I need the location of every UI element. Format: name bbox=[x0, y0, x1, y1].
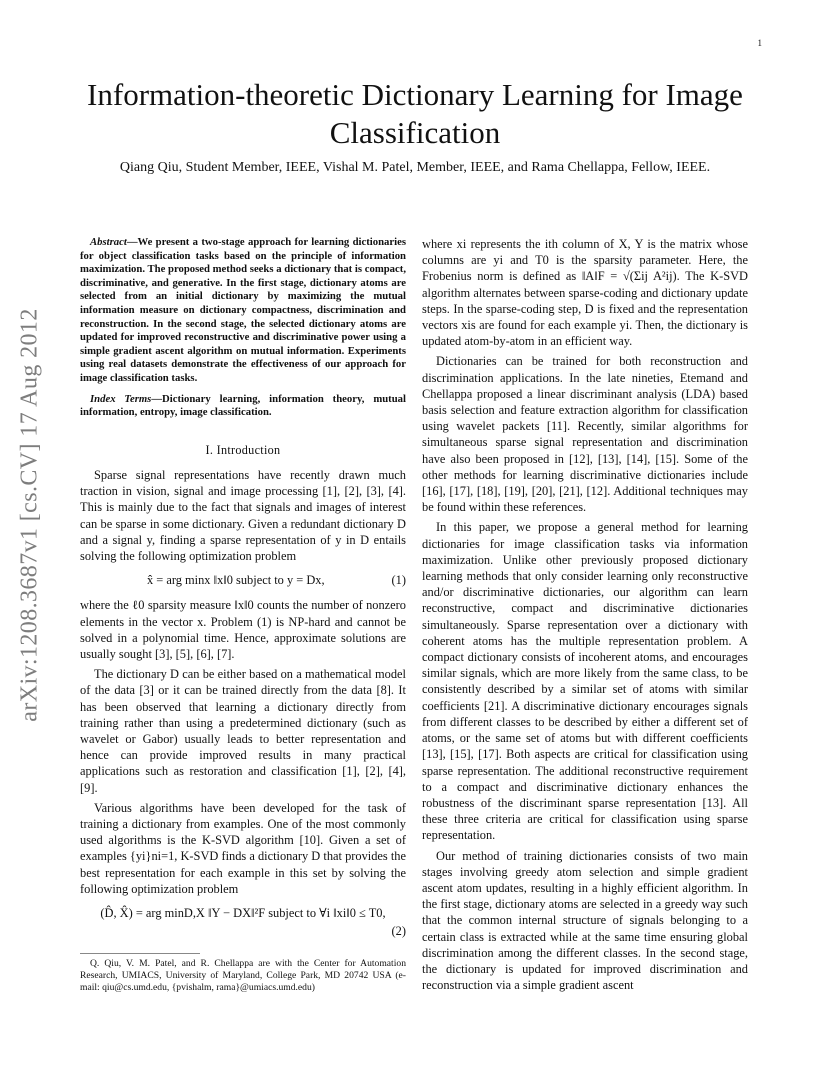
paragraph: In this paper, we propose a general method for learning dictionaries for image classification tasks via information maximization. Unlike other previously proposed dictionary learning methods that only consider learning only reconstructive and/or discriminative dictionaries, our algorithm can learn reconstructive, compact and discriminative dictionaries simultaneously. Sparse representation over a dictionary with coherent atoms has the multiple representation problem. A compact dictionary consists of incoherent atoms, and encourages similar signals, which are more likely from the same class, to be consistently described by a similar set of atoms with similar coefficients [21]. A discriminative dictionary encourages signals from different classes to be described by either a different set of atoms, or the same set of atoms but with different coefficients [13], [15], [17]. Both aspects are critical for classification using sparse representation. The additional reconstructive requirement to a compact and discriminative dictionary enhances the robustness of the discriminant sparse representation [13]. All these three criteria are critical for classification using sparse representation. bbox=[422, 520, 748, 843]
author-list: Qiang Qiu, Student Member, IEEE, Vishal M. Patel, Member, IEEE, and Rama Chellappa, Fellow, IEEE. bbox=[119, 160, 711, 175]
arxiv-stamp bbox=[8, 285, 52, 745]
paragraph: Dictionaries can be trained for both reconstruction and discrimination applications. In the late nineties, Etemand and Chellappa proposed a linear discriminant analysis (LDA) based basis selection and feature extraction algorithm for classification using wavelet packets [11]. Recently, similar algorithms for simultaneous sparse signal representation and discrimination have also been proposed in [12], [13], [14], [15]. Some of the other methods for learning discriminative dictionaries include [16], [17], [18], [19], [20], [21], [12]. Additional techniques may be found within these references. bbox=[422, 354, 748, 515]
abstract bbox=[80, 236, 406, 386]
paragraph: Sparse signal representations have recently drawn much traction in vision, signal and image processing [1], [2], [3], [4]. This is mainly due to the fact that signals and images of interest can be sparse in some dictionary. Given a redundant dictionary D and a signal y, finding a sparse representation of y in D entails solving the following optimization problem bbox=[80, 467, 406, 563]
paper-title: Information-theoretic Dictionary Learning for Image Classification bbox=[87, 77, 743, 150]
index-terms bbox=[80, 393, 406, 420]
equation-1 bbox=[80, 572, 406, 588]
paragraph: where the ℓ0 sparsity measure ‖x‖0 counts the number of nonzero elements in the vector x. Problem (1) is NP-hard and cannot be solved in a polynomial time. Hence, approximate solutions are usually sought [3], [5], [6], [7]. bbox=[80, 598, 406, 661]
equation-1-body: x̂ = arg minx ‖x‖0 subject to y = Dx, bbox=[146, 573, 325, 588]
index-terms-label: Index Terms bbox=[90, 392, 152, 405]
equation-2-number: (2) bbox=[391, 924, 406, 939]
footnote: Q. Qiu, V. M. Patel, and R. Chellappa are with the Center for Automation Research, UMIACS, University of Maryland, College Park, MD 20742 USA (e-mail: qiu@cs.umd.edu, {pvishalm, rama}@umiacs.umd.edu) bbox=[80, 958, 406, 994]
equation-2 bbox=[80, 905, 406, 939]
equation-1-number: (1) bbox=[391, 573, 406, 588]
equation-2-body: (D̂, X̂) = arg minD,X ‖Y − DX‖²F subject to ∀i ‖xi‖0 ≤ T0, bbox=[100, 906, 386, 920]
paragraph: where xi represents the ith column of X, Y is the matrix whose columns are yi and T0 is the sparsity parameter. Here, the Frobenius norm is defined as ‖A‖F = √(Σij A²ij). The K-SVD algorithm alternates between sparse-coding and dictionary update steps. In the sparse-coding step, D is fixed and the representation vectors xis are found for each example yi. Then, the dictionary is updated atom-by-atom in an efficient way. bbox=[422, 237, 748, 349]
paragraph: Various algorithms have been developed for the task of training a dictionary from examples. One of the most commonly used algorithms is the K-SVD algorithm [10]. Given a set of examples {yi}ni=1, K-SVD finds a dictionary D that provides the best representation for each example in this set by solving the following optimization problem bbox=[80, 800, 406, 896]
right-column bbox=[422, 236, 748, 997]
left-column bbox=[80, 236, 406, 994]
index-terms-text: —Dictionary learning, information theory, mutual information, entropy, image classification. bbox=[80, 392, 406, 419]
abstract-text: —We present a two-stage approach for learning dictionaries for object classification tasks based on the principle of information maximization. The proposed method seeks a dictionary that is compact, discriminative, and generative. In the first stage, dictionary atoms are selected from an initial dictionary by maximizing the mutual information measure on dictionary compactness, discrimination and reconstruction. In the second stage, the selected dictionary atoms are updated for improved reconstructive and discriminative power using a simple gradient ascent algorithm on mutual information. Experiments using real datasets demonstrate the effectiveness of our approach for image classification tasks. bbox=[80, 236, 406, 384]
arxiv-id: arXiv:1208.3687v1 [cs.CV] 17 Aug 2012 bbox=[16, 308, 43, 722]
abstract-label: Abstract bbox=[90, 236, 127, 248]
footnote-rule bbox=[80, 953, 200, 954]
paragraph: The dictionary D can be either based on a mathematical model of the data [3] or it can be trained directly from the data [8]. It has been observed that learning a dictionary directly from training rather than using a predetermined dictionary (such as wavelet or Gabor) usually leads to better representation and hence can provide improved results in many practical applications such as restoration and classification [1], [2], [4], [9]. bbox=[80, 667, 406, 795]
page-number: 1 bbox=[757, 38, 762, 48]
paragraph: Our method of training dictionaries consists of two main stages involving greedy atom selection and simple gradient ascent atom updates, resulting in a highly efficient algorithm. In the first stage, dictionary atoms are selected in a greedy way such that the common internal structure of signals belonging to a certain class is extracted while at the same time ensuring global discrimination among the different classes. In the second stage, the dictionary is updated for improved discrimination and reconstruction via a simple gradient ascent bbox=[422, 848, 748, 993]
section-heading: I. Introduction bbox=[205, 442, 281, 457]
